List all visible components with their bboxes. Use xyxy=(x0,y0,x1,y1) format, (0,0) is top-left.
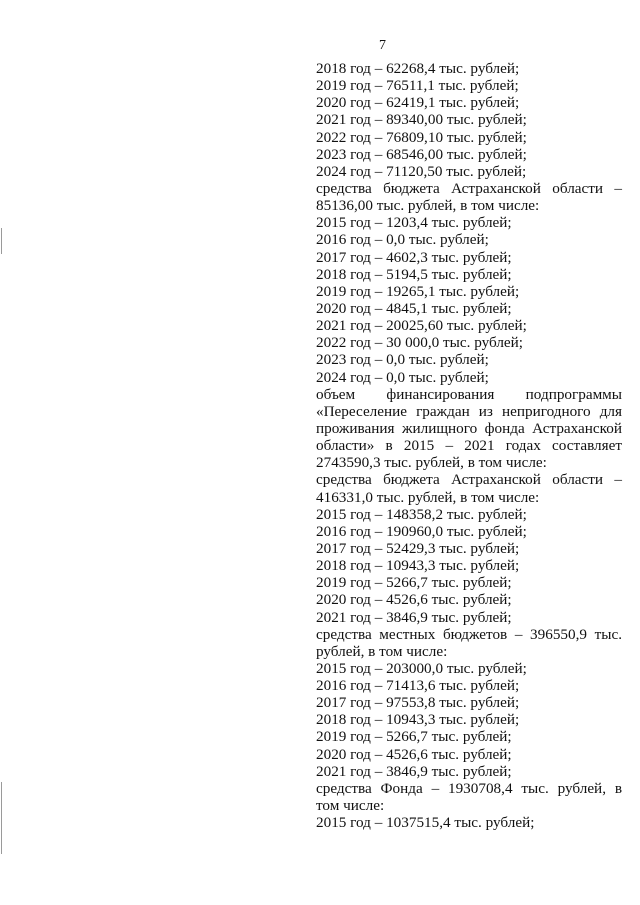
text-line: том числе: xyxy=(316,797,385,815)
text-line: 2023 год – 0,0 тыс. рублей; xyxy=(316,351,489,369)
text-column xyxy=(316,60,622,831)
text-line: 2018 год – 5194,5 тыс. рублей; xyxy=(316,265,512,283)
text-line: 2017 год – 52429,3 тыс. рублей; xyxy=(316,539,520,557)
text-line: 2019 год – 5266,7 тыс. рублей; xyxy=(316,728,512,746)
text-line: 2022 год – 30 000,0 тыс. рублей; xyxy=(316,334,524,352)
text-line: 2016 год – 190960,0 тыс. рублей; xyxy=(316,522,527,540)
text-line: рублей, в том числе: xyxy=(316,642,448,660)
scan-margin-mark xyxy=(1,782,2,854)
text-line: области» в 2015 – 2021 годах составляет xyxy=(316,437,622,455)
text-line: 2024 год – 71120,50 тыс. рублей; xyxy=(316,162,527,180)
text-line: 2021 год – 3846,9 тыс. рублей; xyxy=(316,762,512,780)
text-line: 2018 год – 62268,4 тыс. рублей; xyxy=(316,60,520,77)
text-line: средства бюджета Астраханской области – xyxy=(316,179,622,197)
text-line: 2017 год – 97553,8 тыс. рублей; xyxy=(316,694,520,712)
text-line: 2021 год – 20025,60 тыс. рублей; xyxy=(316,317,527,335)
text-line: 2020 год – 4526,6 тыс. рублей; xyxy=(316,745,512,763)
text-line: 2015 год – 203000,0 тыс. рублей; xyxy=(316,659,527,677)
text-line: 2017 год – 4602,3 тыс. рублей; xyxy=(316,248,512,266)
text-line: средства местных бюджетов – 396550,9 тыс. xyxy=(316,625,622,643)
text-line: «Переселение граждан из непригодного для xyxy=(316,402,622,420)
text-line: 2020 год – 62419,1 тыс. рублей; xyxy=(316,94,520,112)
text-line: 2019 год – 5266,7 тыс. рублей; xyxy=(316,574,512,592)
text-line: 2015 год – 1203,4 тыс. рублей; xyxy=(316,214,512,232)
text-line: 2018 год – 10943,3 тыс. рублей; xyxy=(316,557,520,575)
text-line: 2023 год – 68546,00 тыс. рублей; xyxy=(316,145,527,163)
text-line: 2016 год – 0,0 тыс. рублей; xyxy=(316,231,489,249)
text-line: 2019 год – 19265,1 тыс. рублей; xyxy=(316,282,520,300)
text-line: проживания жилищного фонда Астраханской xyxy=(316,419,622,437)
page-number: 7 xyxy=(379,38,386,53)
text-line: 2015 год – 148358,2 тыс. рублей; xyxy=(316,505,527,523)
scan-margin-mark xyxy=(1,228,2,254)
text-line: 2743590,3 тыс. рублей, в том числе: xyxy=(316,454,547,472)
text-line: 2020 год – 4526,6 тыс. рублей; xyxy=(316,591,512,609)
text-line: объем финансирования подпрограммы xyxy=(316,385,622,403)
text-line: 2020 год – 4845,1 тыс. рублей; xyxy=(316,299,512,317)
text-line: 2022 год – 76809,10 тыс. рублей; xyxy=(316,128,527,146)
text-line: 85136,00 тыс. рублей, в том числе: xyxy=(316,197,540,215)
text-line: 2016 год – 71413,6 тыс. рублей; xyxy=(316,677,520,695)
text-line: 2015 год – 1037515,4 тыс. рублей; xyxy=(316,814,535,832)
text-line: 2021 год – 3846,9 тыс. рублей; xyxy=(316,608,512,626)
text-line: 2018 год – 10943,3 тыс. рублей; xyxy=(316,711,520,729)
text-line: 2021 год – 89340,00 тыс. рублей; xyxy=(316,111,527,129)
text-line: 2024 год – 0,0 тыс. рублей; xyxy=(316,368,489,386)
text-line: средства бюджета Астраханской области – xyxy=(316,471,622,489)
text-line: 416331,0 тыс. рублей, в том числе: xyxy=(316,488,540,506)
text-line: средства Фонда – 1930708,4 тыс. рублей, в xyxy=(316,779,622,797)
text-line: 2019 год – 76511,1 тыс. рублей; xyxy=(316,77,519,95)
